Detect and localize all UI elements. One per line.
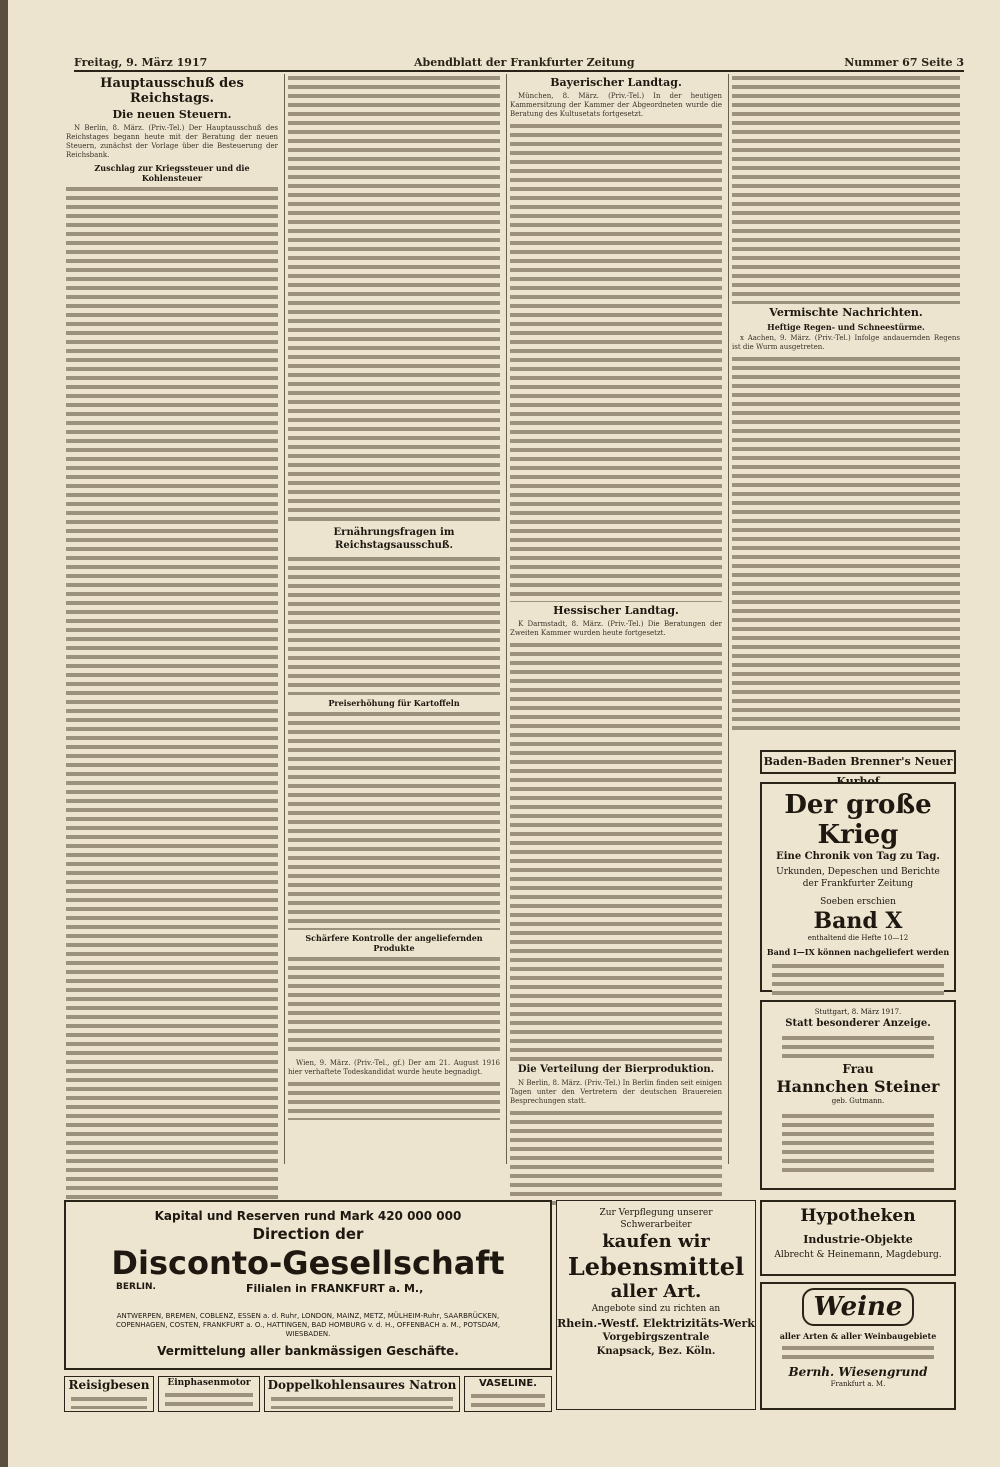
article-body-text bbox=[288, 1080, 500, 1120]
column-3 bbox=[510, 74, 722, 1164]
header-number: Nummer 67 Seite 3 bbox=[844, 56, 964, 69]
ad-krieg-note: Soeben erschien bbox=[820, 897, 896, 907]
ad-death-notice bbox=[760, 1000, 956, 1190]
death-place: Stuttgart, 8. März 1917. bbox=[814, 1008, 902, 1016]
reisig-title: Reisigbesen bbox=[68, 1378, 150, 1392]
motor-title: Einphasenmotor bbox=[167, 1378, 251, 1388]
food-top: Zur Verpflegung unserer Schwerarbeiter bbox=[599, 1208, 713, 1230]
header-rule bbox=[74, 70, 964, 72]
article-body-text bbox=[288, 555, 500, 695]
ad-einphasenmotor bbox=[158, 1376, 260, 1412]
article-lead: x Aachen, 9. März. (Priv.-Tel.) Infolge andauernden Regens ist die Wurm ausgetreten. bbox=[732, 334, 960, 351]
hypo-title: Hypotheken bbox=[800, 1206, 916, 1226]
food-offer: Angebote sind zu richten an bbox=[591, 1304, 721, 1314]
bank-branch: Filialen in FRANKFURT a. M., bbox=[246, 1282, 424, 1295]
news-item: Wien, 9. März. (Priv.-Tel., gf.) Der am 21. August 1916 hier verhaftete Todeskandidat wurde heute begnadigt. bbox=[288, 1059, 500, 1076]
article-section: Schärfere Kontrolle der angeliefernden Produkte bbox=[305, 933, 483, 953]
ad-disconto-bank bbox=[64, 1200, 552, 1370]
food-main: Lebensmittel bbox=[567, 1252, 745, 1281]
ad-natron bbox=[264, 1376, 460, 1412]
ad-krieg-title: Der große Krieg bbox=[784, 790, 932, 850]
column-divider bbox=[284, 74, 285, 1164]
bank-direction: Direction der bbox=[252, 1225, 364, 1243]
article-title: Die Verteilung der Bierproduktion. bbox=[517, 1064, 715, 1075]
article-title: Hessischer Landtag. bbox=[553, 604, 679, 617]
motor-text bbox=[165, 1391, 253, 1409]
article-lead: N Berlin, 8. März. (Priv.-Tel.) Der Hauptausschuß des Reichstages begann heute mit der Beratung der neuen Steuern, zunächst der Vorlage über die Besteuerung der Reichsbank. bbox=[66, 124, 278, 159]
ad-krieg-band: Band X bbox=[813, 908, 903, 934]
ad-krieg-order: Band I—IX können nachgeliefert werden bbox=[766, 947, 950, 957]
article-section: Heftige Regen- und Schneestürme. bbox=[767, 322, 925, 332]
ad-lebensmittel bbox=[556, 1200, 756, 1410]
wine-city: Frankfurt a. M. bbox=[830, 1380, 886, 1388]
article-lead: K Darmstadt, 8. März. (Priv.-Tel.) Die Beratungen der Zweiten Kammer wurden heute fortgesetzt. bbox=[510, 620, 722, 637]
article-body-text bbox=[66, 185, 278, 1275]
bank-cities: ANTWERPEN, BREMEN, COBLENZ, ESSEN a. d. Ruhr, LONDON, MAINZ, METZ, MÜLHEIM-Ruhr, SAARBRÜCKEN, COPENHAGEN, COSTEN, FRANKFURT a. O., HATTINGEN, BAD HOMBURG v. d. H., OFFENBACH a. M., POTSDAM, WIESBADEN. bbox=[115, 1312, 501, 1338]
article-lead: N Berlin, 8. März. (Priv.-Tel.) In Berlin finden seit einigen Tagen unter den Vertretern der deutschen Brauereien Besprechungen statt. bbox=[510, 1079, 722, 1105]
death-frau: Frau bbox=[842, 1062, 874, 1076]
death-text bbox=[782, 1034, 934, 1058]
wine-title: Weine bbox=[802, 1288, 914, 1326]
hypo-sub: Industrie-Objekte bbox=[803, 1233, 913, 1246]
article-section: Zuschlag zur Kriegssteuer und die Kohlensteuer bbox=[94, 163, 250, 183]
natron-text bbox=[271, 1395, 453, 1409]
natron-title: Doppelkohlensaures Natron bbox=[267, 1378, 457, 1392]
article-title: Hauptausschuß des Reichstags. bbox=[100, 76, 244, 106]
death-born: geb. Gutmann. bbox=[831, 1097, 885, 1105]
article-body-text bbox=[288, 710, 500, 930]
article-title: Ernährungsfragen im Reichstagsausschuß. bbox=[333, 527, 455, 551]
death-fineprint bbox=[782, 1112, 934, 1172]
ad-weine bbox=[760, 1282, 956, 1410]
ad-krieg-subtitle: Eine Chronik von Tag zu Tag. bbox=[776, 851, 940, 862]
hypo-firm: Albrecht & Heinemann, Magdeburg. bbox=[774, 1250, 942, 1260]
article-body-text bbox=[510, 122, 722, 602]
article-subtitle: Die neuen Steuern. bbox=[112, 108, 232, 121]
wine-fineprint bbox=[782, 1344, 934, 1362]
ad-kurhof bbox=[760, 750, 956, 774]
ad-kurhof-text: Baden-Baden Brenner's Neuer bbox=[763, 755, 953, 768]
article-body-text bbox=[732, 74, 960, 304]
ad-krieg-small: enthaltend die Hefte 10—12 bbox=[807, 934, 909, 942]
ad-krieg-text: Urkunden, Depeschen und Berichte der Frankfurter Zeitung bbox=[776, 867, 940, 889]
vaseline-title: VASELINE. bbox=[479, 1378, 537, 1389]
article-body-text bbox=[510, 641, 722, 1061]
food-company: Rhein.-Westf. Elektrizitäts-Werk bbox=[557, 1317, 755, 1330]
ad-grosse-krieg bbox=[760, 782, 956, 992]
ad-reisigbesen bbox=[64, 1376, 154, 1412]
article-lead: München, 8. März. (Priv.-Tel.) In der heutigen Kammersitzung der Kammer der Abgeordneten wurde die Beratung des Kultusetats fortgesetzt. bbox=[510, 92, 722, 118]
bank-name: Disconto-Gesellschaft bbox=[111, 1244, 505, 1282]
header-paper: Abendblatt der Frankfurter Zeitung bbox=[414, 56, 635, 69]
bank-city: BERLIN. bbox=[116, 1282, 156, 1292]
food-all: aller Art. bbox=[610, 1281, 702, 1302]
food-city: Knapsack, Bez. Köln. bbox=[596, 1346, 716, 1357]
article-body-text bbox=[288, 74, 500, 524]
food-buy: kaufen wir bbox=[602, 1231, 710, 1252]
ad-vaseline bbox=[464, 1376, 552, 1412]
death-heading: Statt besonderer Anzeige. bbox=[785, 1018, 931, 1029]
bank-footer: Vermittelung aller bankmässigen Geschäfte. bbox=[157, 1344, 459, 1358]
death-name: Hannchen Steiner bbox=[776, 1077, 940, 1096]
vaseline-text bbox=[471, 1392, 545, 1410]
article-body-text bbox=[288, 955, 500, 1055]
food-place: Vorgebirgszentrale bbox=[602, 1332, 710, 1343]
page-header bbox=[74, 54, 964, 70]
article-title: Bayerischer Landtag. bbox=[550, 76, 682, 89]
bank-capital: Kapital und Reserven rund Mark 420 000 000 bbox=[154, 1209, 462, 1223]
article-title: Vermischte Nachrichten. bbox=[769, 306, 923, 319]
column-4 bbox=[732, 74, 960, 744]
reisig-text bbox=[71, 1395, 147, 1409]
ad-krieg-fineprint bbox=[772, 962, 944, 1002]
column-divider bbox=[506, 74, 507, 1164]
wine-text: aller Arten & aller Weinbaugebiete bbox=[779, 1331, 937, 1341]
header-date: Freitag, 9. März 1917 bbox=[74, 56, 208, 69]
column-1 bbox=[66, 74, 278, 1164]
article-section: Preiserhöhung für Kartoffeln bbox=[328, 698, 460, 708]
article-body-text bbox=[732, 355, 960, 735]
newspaper-page bbox=[8, 0, 1000, 1467]
article-body-text bbox=[510, 1109, 722, 1209]
ad-hypotheken bbox=[760, 1200, 956, 1276]
wine-name: Bernh. Wiesengrund bbox=[788, 1365, 928, 1379]
column-2 bbox=[288, 74, 500, 1164]
column-divider bbox=[728, 74, 729, 1164]
